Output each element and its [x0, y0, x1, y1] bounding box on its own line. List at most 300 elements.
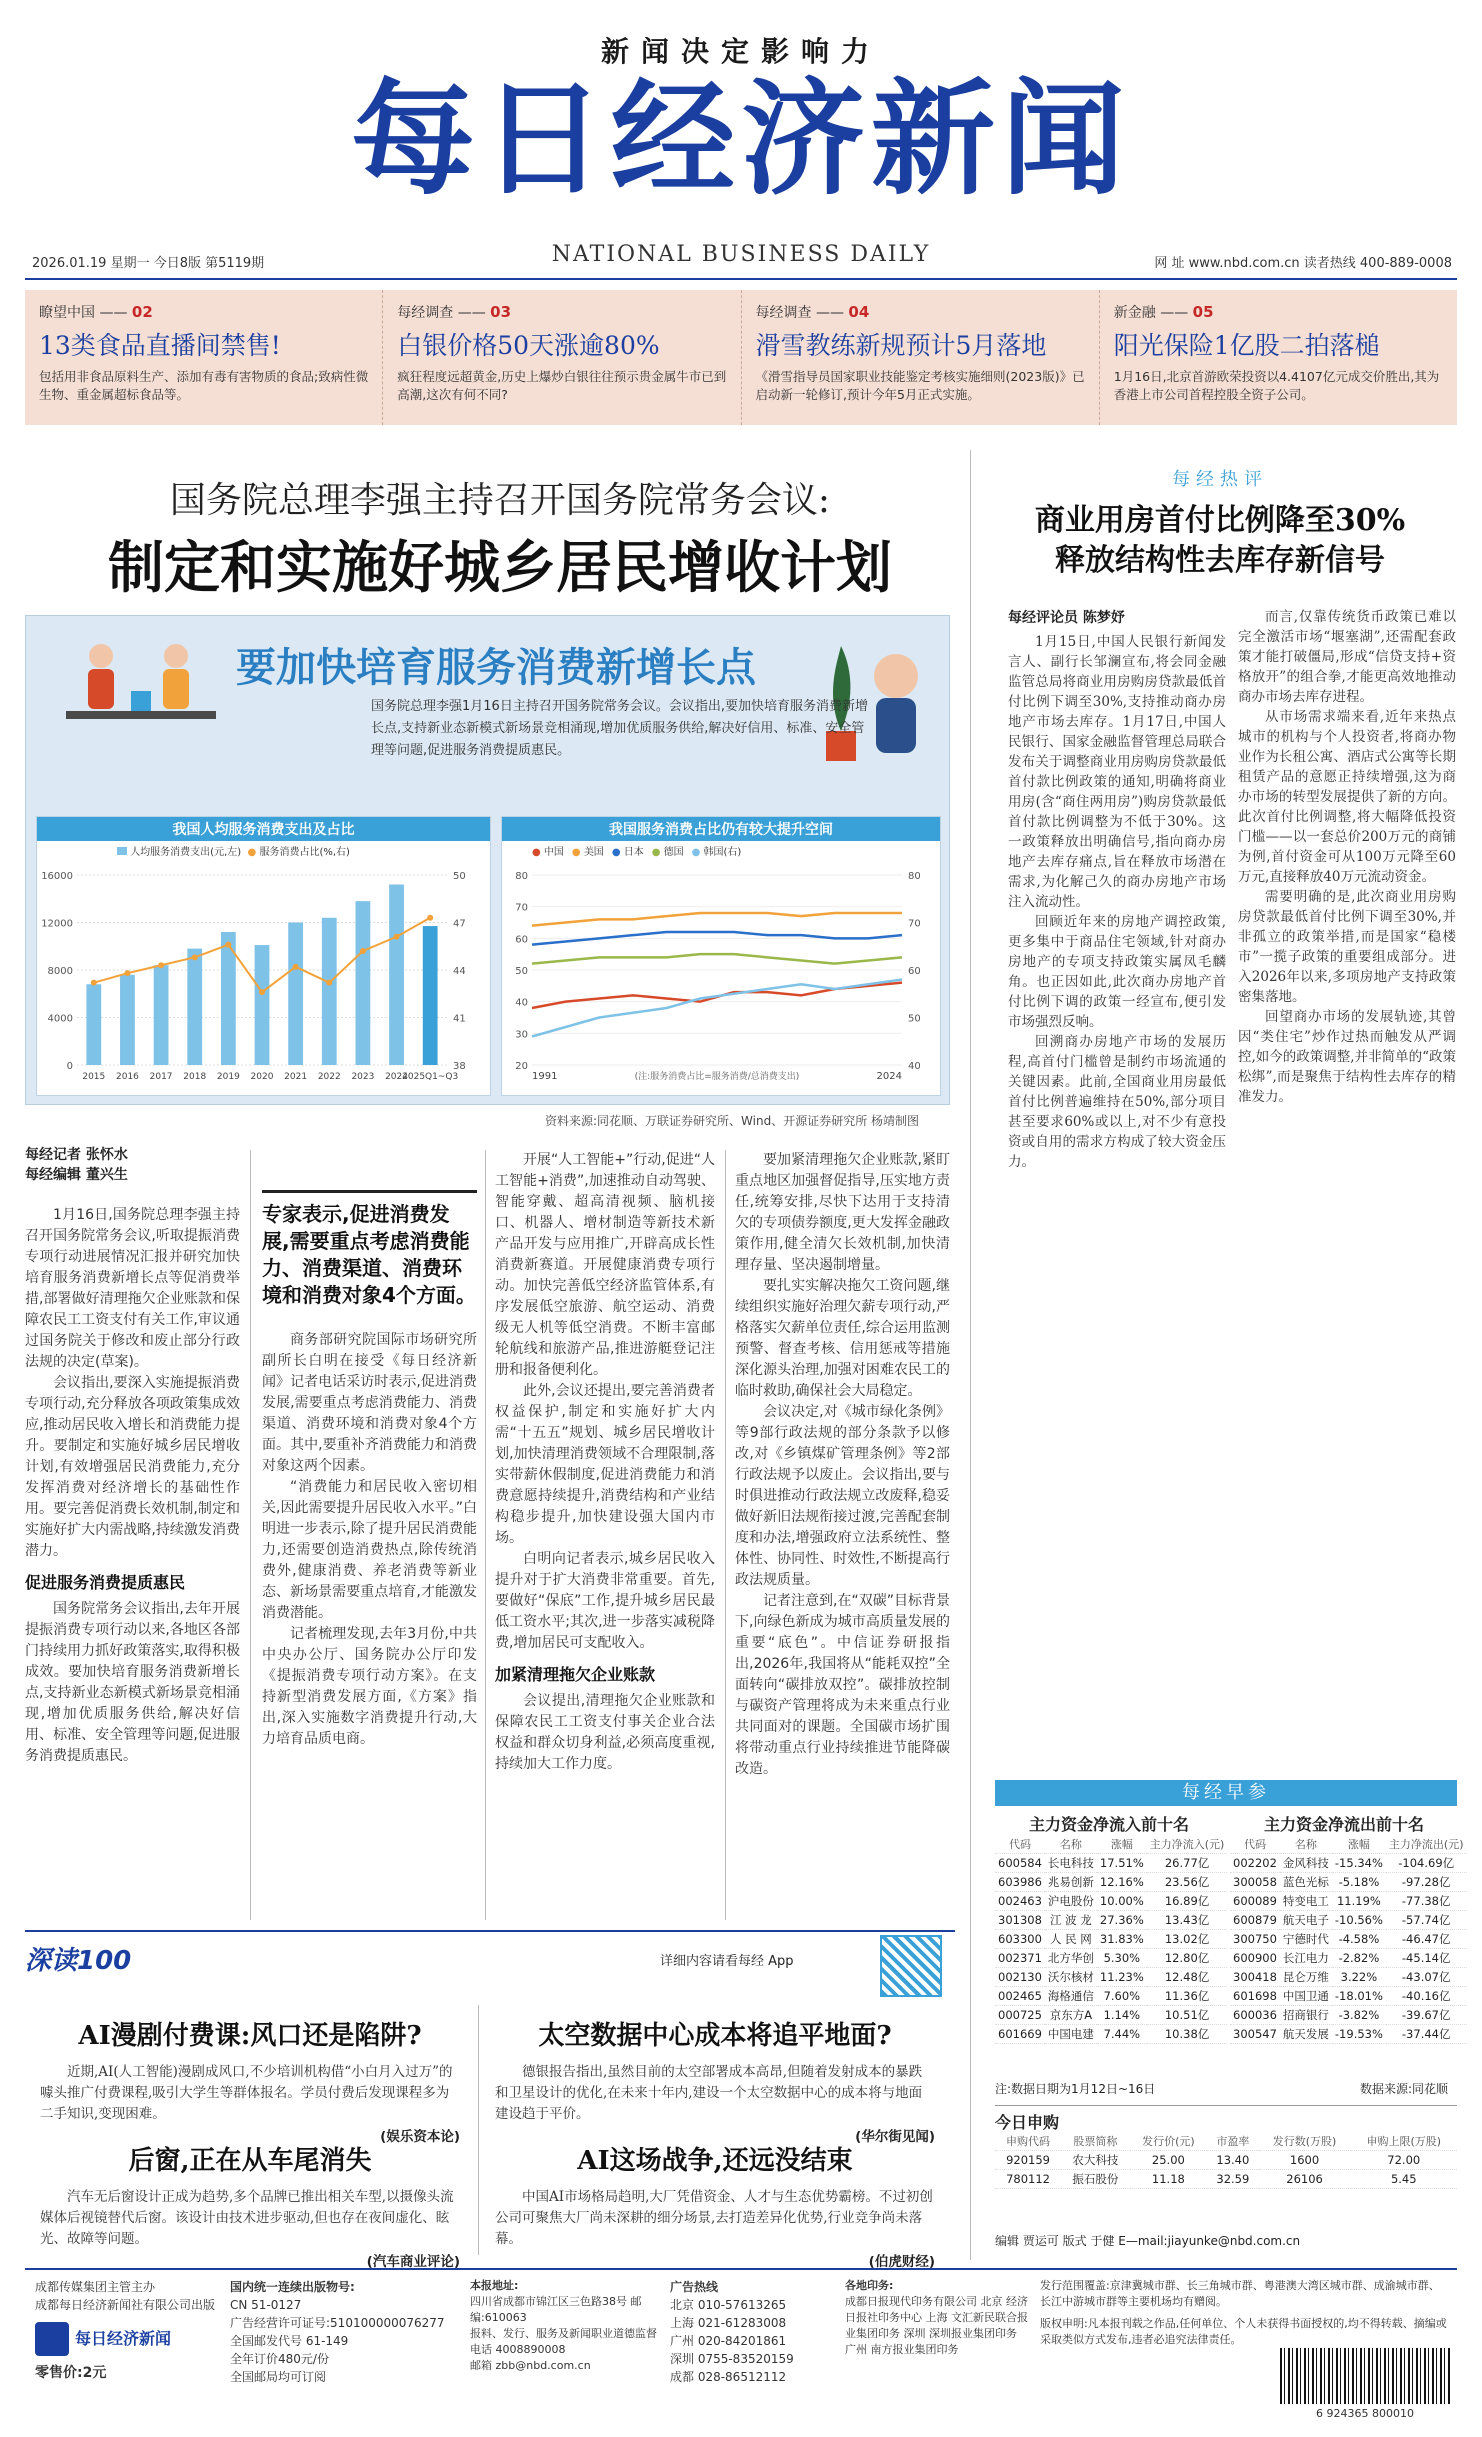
table-cell: -46.47亿	[1386, 1930, 1467, 1949]
table-row[interactable]	[995, 2151, 1457, 2170]
th: 股票简称	[1061, 2132, 1130, 2151]
table-cell: 603300	[995, 1930, 1045, 1949]
deep-article-title[interactable]: AI这场战争,还远没结束	[577, 2146, 853, 2176]
table-cell: 农大科技	[1061, 2151, 1130, 2170]
deep-article[interactable]	[40, 2015, 460, 2145]
y2-tick-label: 50	[908, 1013, 921, 1025]
email: 邮箱 zbb@nbd.com.cn	[470, 2359, 591, 2372]
table-cell: 振石股份	[1061, 2170, 1130, 2189]
y2-tick-label: 38	[453, 1061, 466, 1072]
table-row[interactable]	[1230, 1873, 1467, 1892]
footer-masthead: 每日经济新闻	[75, 2329, 172, 2348]
commentary-column-1	[1008, 632, 1226, 1767]
table-cell: 920159	[995, 2151, 1061, 2170]
table-row[interactable]	[1230, 2006, 1467, 2025]
x-tick-label: 2015	[82, 1072, 106, 1082]
table-row[interactable]	[995, 1949, 1227, 1968]
table-row[interactable]	[1230, 1892, 1467, 1911]
paragraph: 从市场需求端来看,近年来热点城市的机构与个人投资者,将商办物业作为长租公寓、酒店式公寓等长期租赁产品的意愿正持续增强,这为商办市场的转型发展提供了新的方向。此次首付比例调整,将大幅降低投资门槛——以一套总价200万元的商铺为例,首付资金可从100万元降至60万元,直接释放40万元流动资金。	[1238, 709, 1456, 885]
teaser-item[interactable]: 瞭望中国 —— 02 13类食品直播间禁售! 包括用非食品原料生产、添加有毒有害物质的食品;致病性微生物、重金属超标食品等。	[25, 290, 383, 425]
y-tick-label: 70	[515, 902, 528, 914]
table-cell: 7.60%	[1097, 1987, 1147, 2006]
table-row[interactable]	[995, 1911, 1227, 1930]
chart1-svg	[37, 860, 490, 1100]
table-cell: -19.53%	[1332, 2025, 1386, 2044]
table-cell: 300547	[1230, 2025, 1280, 2044]
bar	[389, 885, 404, 1066]
deep-article-title[interactable]: 太空数据中心成本将追平地面?	[538, 2021, 892, 2051]
table-cell: 31.83%	[1097, 1930, 1147, 1949]
bar	[86, 984, 101, 1065]
table-note: 注:数据日期为1月12日~16日	[995, 2082, 1156, 2096]
th: 主力净流出(元)	[1386, 1835, 1467, 1854]
chart-note: (注:服务消费占比=服务消费/总消费支出)	[634, 1072, 800, 1082]
series-line	[532, 980, 902, 1037]
th: 主力净流入(元)	[1147, 1835, 1228, 1854]
y-tick-label: 12000	[41, 918, 73, 930]
th: 涨幅	[1332, 1835, 1386, 1854]
table-cell: 13.43亿	[1147, 1911, 1228, 1930]
table-cell: 002463	[995, 1892, 1045, 1911]
outflow-title: 主力资金净流出前十名	[1263, 1815, 1424, 1834]
editor: 每经编辑 董兴生	[25, 1167, 128, 1183]
infographic-title: 要加快培育服务消费新增长点	[236, 644, 756, 691]
table-cell: 江 波 龙	[1045, 1911, 1097, 1930]
divider	[478, 2005, 479, 2255]
paragraph: 要扎实实解决拖欠工资问题,继续组织实施好治理欠薪专项行动,严格落实欠薪单位责任,综合运用监测预警、督查考核、信用惩戒等措施深化源头治理,加强对困难农民工的临时救助,确保社会大局稳定。	[735, 1278, 950, 1399]
paragraph: “消费能力和居民收入密切相关,因此需要提升居民收入水平。”白明进一步表示,除了提升居民消费能力,还需要创造消费热点,除传统消费外,健康消费、养老消费等新业态、新场景需要重点培育,才能激发消费潜能。	[262, 1479, 477, 1621]
th: 发行数(万股)	[1259, 2132, 1351, 2151]
teaser-category: 每经调查	[397, 305, 454, 321]
morning-briefing-header: 每经早参	[995, 1780, 1457, 1806]
paragraph: 记者注意到,在“双碳”目标背景下,向绿色新成为城市高质量发展的重要“底色”。中信证券研报指出,2026年,我国将从“能耗双控”全面转向“碳排放双控”。碳排放控制与碳资产管理将成为未来重点行业共同面对的课题。全国碳市场扩围将带动重点行业持续推进节能降碳改造。	[735, 1593, 950, 1777]
hotline: 广州 020-84201861	[670, 2334, 787, 2348]
hotline: 北京 010-57613265	[670, 2298, 787, 2312]
hotline: 上海 021-61283008	[670, 2316, 787, 2330]
table-cell: -97.28亿	[1386, 1873, 1467, 1892]
paragraph: 开展“人工智能+”行动,促进“人工智能+消费”,加速推动自动驾驶、智能穿戴、超高清视频、脑机接口、机器人、增材制造等新技术新产品开发与应用推广,开辟高成长性消费新赛道。开展健康消费专项行动。加快完善低空经济监管体系,有序发展低空旅游、航空运动、消费级无人机等低空消费。不断丰富邮轮航线和旅游产品,推进游艇登记注册和报备便利化。	[495, 1152, 715, 1378]
table-cell: -5.18%	[1332, 1873, 1386, 1892]
table-cell: 603986	[995, 1873, 1045, 1892]
legend-dot-icon: ●	[532, 847, 544, 858]
th: 名称	[1280, 1835, 1332, 1854]
table-cell: 京东方A	[1045, 2006, 1097, 2025]
inflow-table	[995, 1812, 1223, 2044]
y2-tick-label: 44	[453, 966, 466, 977]
infographic	[25, 615, 950, 1105]
x-tick-label: 2025Q1~Q3	[402, 1072, 459, 1082]
hotline-label: 广告热线	[670, 2280, 719, 2294]
table-row[interactable]	[995, 2170, 1457, 2189]
data-point	[394, 934, 400, 940]
deep-article[interactable]	[495, 2140, 935, 2270]
commentary-byline: 每经评论员 陈梦妤	[1008, 610, 1125, 626]
table-cell: 宁德时代	[1280, 1930, 1332, 1949]
table-cell: 兆易创新	[1045, 1873, 1097, 1892]
cn-number: CN 51-0127	[230, 2298, 302, 2312]
table-row[interactable]	[995, 1987, 1227, 2006]
table-cell: 长电科技	[1045, 1854, 1097, 1873]
table-row[interactable]	[995, 1930, 1227, 1949]
paragraph: 国务院常务会议指出,去年开展提振消费专项行动以来,各地区各部门持续用力抓好政策落实,取得积极成效。要加快培育服务消费新增长点,支持新业态新模式新场景竞相涌现,增加优质服务供给,解决好信用、标准、安全管理等问题,促进服务消费提质惠民。	[25, 1601, 240, 1764]
table-cell: 1600	[1259, 2151, 1351, 2170]
slogan: 新闻决定影响力	[600, 35, 881, 68]
deep-rule	[25, 1930, 955, 1932]
chart-service-share	[501, 816, 941, 1096]
table-cell: 5.30%	[1097, 1949, 1147, 1968]
legend-dot-icon: ●	[691, 847, 704, 858]
lead-column-3	[495, 1150, 715, 1920]
chart2-svg	[502, 860, 940, 1100]
table-cell: -104.69亿	[1386, 1854, 1467, 1873]
y-tick-label: 30	[515, 1029, 528, 1041]
table-row[interactable]	[995, 1854, 1227, 1873]
y2-tick-label: 40	[908, 1061, 921, 1072]
table-cell: 11.19%	[1332, 1892, 1386, 1911]
table-cell: -45.14亿	[1386, 1949, 1467, 1968]
table-cell: -2.82%	[1332, 1949, 1386, 1968]
commentary-headline-2[interactable]: 释放结构性去库存新信号	[1055, 543, 1385, 578]
th: 代码	[995, 1835, 1045, 1854]
x-tick-label: 2022	[317, 1072, 341, 1082]
table-cell: 002371	[995, 1949, 1045, 1968]
x-tick-label: 2024	[385, 1072, 408, 1082]
table-cell: 11.36亿	[1147, 1987, 1228, 2006]
table-cell: 002130	[995, 1968, 1045, 1987]
y2-tick-label: 47	[453, 918, 466, 930]
table-cell: -57.74亿	[1386, 1911, 1467, 1930]
table-cell: -40.16亿	[1386, 1987, 1467, 2006]
divider	[970, 450, 971, 2260]
x-tick-label: 2018	[183, 1072, 207, 1082]
publisher-2: 成都每日经济新闻社有限公司出版	[35, 2298, 216, 2312]
bar	[423, 926, 438, 1065]
table-cell: -3.82%	[1332, 2006, 1386, 2025]
ipo-table	[995, 2132, 1457, 2189]
publisher: 成都传媒集团主管主办	[35, 2280, 156, 2294]
x-tick-label: 1991	[532, 1071, 558, 1082]
data-point	[192, 954, 198, 960]
x-tick-label: 2023	[351, 1072, 375, 1082]
teaser-page: 03	[490, 303, 512, 321]
people-illustration-icon	[46, 631, 236, 751]
teaser-page: 04	[848, 303, 870, 321]
section-heading: 加紧清理拖欠企业账款	[495, 1665, 656, 1684]
lead-column-2	[262, 1330, 477, 1920]
chart-service-spending: 我国人均服务消费支出及占比 人均服务消费支出(元,左) ● 服务消费占比(%,右) 0 4000 8000 12000 16000 38 41 44 47 50 2015 2016 2017 2018 2019 2020 2021 2022 2023 2024 2025Q1~Q3	[36, 816, 491, 1096]
table-cell: -18.01%	[1332, 1987, 1386, 2006]
divider	[725, 1150, 726, 1920]
table-row[interactable]	[1230, 2025, 1467, 2044]
table-source: 数据来源:同花顺	[1360, 2082, 1449, 2096]
paragraph: 1月15日,中国人民银行新闻发言人、副行长邹澜宣布,将会同金融监管总局将商业用房购房贷款最低首付比例下调至30%,支持推动商办房地产市场去库存。1月17日,中国人民银行、国家金融监督管理总局联合发布关于调整商业用房购房贷款最低首付款比例政策的通知,明确将商业用房(含“商住两用房”)购房贷款最低首付款比例调整为不低于30%。这一政策释放出明确信号,指向商办房地产去库存痛点,旨在释放市场潜在需求,为化解己久的商办房地产市场注入流动性。	[1008, 634, 1226, 910]
data-point	[91, 980, 97, 986]
reporter: 每经记者 张怀水	[25, 1147, 128, 1163]
ipo-title: 今日申购	[995, 2105, 1457, 2133]
y2-tick-label: 50	[453, 871, 466, 882]
outflow-table	[1230, 1812, 1464, 2044]
commentary-column-2	[1238, 607, 1456, 1767]
page-editor: 编辑 贾运可 版式 于健 E—mail:jiayunke@nbd.com.cn	[995, 2234, 1301, 2248]
dept-phone: 报料、发行、服务及新闻职业道德监督电话 4008890008	[470, 2327, 657, 2356]
table-row[interactable]	[995, 1873, 1227, 1892]
table-cell: 10.51亿	[1147, 2006, 1228, 2025]
series-line	[532, 954, 902, 964]
table-cell: -43.07亿	[1386, 1968, 1467, 1987]
table-cell: 沪电股份	[1045, 1892, 1097, 1911]
x-tick-label: 2020	[250, 1072, 274, 1082]
retail-price: 零售价:2元	[35, 2365, 107, 2381]
data-point	[124, 970, 130, 976]
table-cell: -10.56%	[1332, 1911, 1386, 1930]
table-row[interactable]	[1230, 1987, 1467, 2006]
lead-column-1	[25, 1205, 240, 1920]
table-cell: 12.48亿	[1147, 1968, 1228, 1987]
chart2-title: 我国服务消费占比仍有较大提升空间	[502, 817, 940, 841]
masthead[interactable]: 每日经济新闻	[350, 68, 1131, 212]
data-point	[360, 948, 366, 954]
table-cell: 000725	[995, 2006, 1045, 2025]
section-heading: 促进服务消费提质惠民	[25, 1573, 186, 1592]
legend-dot-icon: ●	[651, 847, 664, 858]
deep-article[interactable]	[495, 2015, 935, 2145]
paragraph: 而言,仅靠传统货币政策已难以完全激活市场“堰塞湖”,还需配套政策才能打破僵局,形成“信贷支持+资格放开”的组合拳,才能更高效地推动商办市场去库存进程。	[1238, 609, 1456, 705]
x-tick-label: 2019	[216, 1072, 240, 1082]
table-row[interactable]	[995, 2006, 1227, 2025]
table-row[interactable]	[1230, 1949, 1467, 1968]
teaser-desc: 1月16日,北京首游欧荣投资以4.4107亿元成交价胜出,其为香港上市公司首程控股全资子公司。	[1113, 369, 1440, 402]
th: 申购代码	[995, 2132, 1061, 2151]
deep-article-title[interactable]: 后窗,正在从车尾消失	[128, 2146, 372, 2176]
teaser-category: 每经调查	[755, 305, 812, 321]
y-tick-label: 40	[515, 997, 528, 1009]
ad-license: 广告经营许可证号:510100000076277	[230, 2316, 445, 2330]
legend-item: 日本	[623, 847, 644, 858]
table-cell: 25.00	[1130, 2151, 1207, 2170]
table-cell: 昆仑万维	[1280, 1968, 1332, 1987]
th: 申购上限(万股)	[1351, 2132, 1458, 2151]
y-tick-label: 60	[515, 934, 528, 946]
data-point	[427, 915, 433, 921]
qr-code-icon[interactable]	[880, 1935, 942, 1997]
table-cell: 300750	[1230, 1930, 1280, 1949]
y2-tick-label: 70	[908, 918, 921, 930]
paragraph: 会议指出,要深入实施提振消费专项行动,充分释放各项政策集成效应,推动居民收入增长和消费能力提升。要制定和实施好城乡居民增收计划,有效增强居民消费能力,充分发挥消费对经济增长的基础性作用。要完善促消费长效机制,制定和实施好扩大内需战略,持续激发消费潜力。	[25, 1375, 240, 1559]
table-cell: 10.00%	[1097, 1892, 1147, 1911]
paragraph: 需要明确的是,此次商业用房购房贷款最低首付比例下调至30%,并非孤立的政策举措,而是国家“稳楼市”一揽子政策的重要组成部分。进入2026年以来,多项房地产支持政策密集落地。	[1238, 889, 1456, 1005]
table-row[interactable]	[995, 1892, 1227, 1911]
deep-article[interactable]	[40, 2140, 460, 2270]
legend-item: 德国	[663, 847, 684, 858]
th: 市盈率	[1207, 2132, 1259, 2151]
x-tick-label: 2017	[149, 1072, 173, 1082]
copyright: 版权申明:凡本报刊载之作品,任何单位、个人未获得书面授权的,均不得转载、摘编或采取类似方式发布,违者必追究法律责任。	[1040, 2317, 1447, 2346]
bar	[322, 918, 337, 1065]
y-tick-label: 0	[66, 1061, 73, 1072]
teaser-bar	[25, 290, 1457, 425]
data-point	[158, 962, 164, 968]
y-tick-label: 16000	[41, 871, 73, 882]
lead-subhead: 国务院总理李强主持召开国务院常务会议:	[169, 480, 831, 521]
y-tick-label: 50	[515, 966, 528, 977]
table-cell: 蓝色光标	[1280, 1873, 1332, 1892]
chart2-legend	[502, 841, 940, 860]
deep-article-source: (娱乐资本论)	[380, 2129, 460, 2145]
legend-dot-icon: ●	[571, 847, 584, 858]
y2-tick-label: 80	[908, 871, 921, 882]
table-cell: 11.18	[1130, 2170, 1207, 2189]
barcode-number: 6 924365 800010	[1280, 2406, 1450, 2422]
footer	[25, 2268, 1457, 2418]
paragraph: 会议提出,清理拖欠企业账款和保障农民工工资支付事关企业合法权益和群众切身利益,必须高度重视,持续加大工作力度。	[495, 1693, 715, 1772]
table-cell: 27.36%	[1097, 1911, 1147, 1930]
table-cell: 300418	[1230, 1968, 1280, 1987]
table-cell: 7.44%	[1097, 2025, 1147, 2044]
infographic-text: 国务院总理李强1月16日主持召开国务院常务会议。会议指出,要加快培育服务消费新增长点,支持新业态新模式新场景竞相涌现,增加优质服务供给,解决好信用、标准、安全管理等问题,促进服务消费提质惠民。	[371, 699, 868, 758]
table-row[interactable]	[995, 1968, 1227, 1987]
teaser-title[interactable]: 阳光保险1亿股二拍落槌	[1113, 331, 1380, 360]
y-tick-label: 4000	[47, 1013, 73, 1025]
table-cell: 12.80亿	[1147, 1949, 1228, 1968]
teaser-item[interactable]: 每经调查 —— 03 白银价格50天涨逾80% 疯狂程度远超黄金,历史上爆炒白银往往预示贵金属牛市已到高潮,这次有何不同?	[383, 290, 741, 425]
teaser-title[interactable]: 13类食品直播间禁售!	[39, 331, 281, 360]
deep-article-text: 近期,AI(人工智能)漫剧成风口,不少培训机构借“小白月入过万”的噱头推广付费课程,吸引大学生等群体报名。学员付费后发现课程多为二手知识,变现困难。	[40, 2064, 453, 2122]
th: 涨幅	[1097, 1835, 1147, 1854]
table-row[interactable]	[1230, 1968, 1467, 1987]
table-cell: 5.45	[1351, 2170, 1458, 2189]
teaser-title[interactable]: 滑雪教练新规预计5月落地	[755, 331, 1047, 360]
teaser-item[interactable]: 新金融 —— 05 阳光保险1亿股二拍落槌 1月16日,北京首游欧荣投资以4.4107亿元成交价胜出,其为香港上市公司首程控股全资子公司。	[1100, 290, 1457, 425]
teaser-title[interactable]: 白银价格50天涨逾80%	[397, 331, 660, 360]
hotline: 深圳 0755-83520159	[670, 2352, 794, 2366]
commentary-headline-1[interactable]: 商业用房首付比例降至30%	[1034, 503, 1406, 538]
table-cell: 沃尔核材	[1045, 1968, 1097, 1987]
y-tick-label: 80	[515, 871, 528, 882]
lead-headline[interactable]: 制定和实施好城乡居民增收计划	[108, 535, 892, 601]
table-row[interactable]	[1230, 1854, 1467, 1873]
deep-article-title[interactable]: AI漫剧付费课:风口还是陷阱?	[78, 2021, 422, 2051]
data-point	[293, 964, 299, 970]
table-cell: 600036	[1230, 2006, 1280, 2025]
table-cell: 780112	[995, 2170, 1061, 2189]
table-cell: 601669	[995, 2025, 1045, 2044]
teaser-desc: 疯狂程度远超黄金,历史上爆炒白银往往预示贵金属牛市已到高潮,这次有何不同?	[397, 369, 727, 402]
table-cell: 600584	[995, 1854, 1045, 1873]
table-cell: 航天电子	[1280, 1911, 1332, 1930]
deep-read-hint: 详细内容请看每经 App	[660, 1954, 794, 1969]
print-sites: 成都日报现代印务有限公司 北京 经济日报社印务中心 上海 文汇新民联合报业集团印务 深圳 深圳报业集团印务 广州 南方报业集团印务	[845, 2295, 1028, 2356]
teaser-desc: 包括用非食品原料生产、添加有毒有害物质的食品;致病性微生物、重金属超标食品等。	[39, 369, 369, 402]
data-point	[326, 980, 332, 986]
deep-article-source: (伯虎财经)	[868, 2254, 935, 2270]
distribution: 发行范围覆盖:京津冀城市群、长三角城市群、粤港澳大湾区城市群、成渝城市群、长江中游城市群等主要机场均有赠阅。	[1040, 2279, 1440, 2308]
table-row[interactable]	[1230, 1911, 1467, 1930]
bar	[120, 975, 135, 1065]
address: 四川省成都市锦江区三色路38号 邮编:610063	[470, 2295, 642, 2324]
table-cell: 26.77亿	[1147, 1854, 1228, 1873]
y-tick-label: 8000	[47, 966, 73, 977]
th: 代码	[1230, 1835, 1280, 1854]
y2-tick-label: 41	[453, 1013, 466, 1025]
address-label: 本报地址:	[470, 2279, 519, 2292]
table-cell: -4.58%	[1332, 1930, 1386, 1949]
divider	[250, 1150, 251, 1920]
commentary-title	[985, 465, 1455, 581]
paragraph: 回溯商办房地产市场的发展历程,高首付门槛曾是制约市场流通的关键因素。此前,全国商业用房最低首付比例普遍维持在50%,部分项目甚至要求60%或以上,对不少有意投资或自用的需求方构成了较大资金压力。	[1008, 1034, 1226, 1170]
table-cell: 72.00	[1351, 2151, 1458, 2170]
table-row[interactable]	[1230, 1930, 1467, 1949]
table-cell: 11.23%	[1097, 1968, 1147, 1987]
paragraph: 商务部研究院国际市场研究所副所长白明在接受《每日经济新闻》记者电话采访时表示,促进消费发展,需要重点考虑消费能力、消费渠道、消费环境和消费对象4个方面。其中,要重补齐消费能力和消费对象这两个因素。	[262, 1332, 477, 1474]
deep-article-text: 中国AI市场格局趋明,大厂凭借资金、人才与生态优势霸榜。不过初创公司可聚焦大厂尚未深耕的细分场景,去打造差异化优势,行业竞争尚未落幕。	[495, 2189, 933, 2247]
nbd-logo-icon	[35, 2322, 69, 2356]
teaser-page: 05	[1192, 303, 1214, 321]
paragraph: 白明向记者表示,城乡居民收入提升对于扩大消费非常重要。首先,要做好“保底”工作,提升城乡居民最低工资水平;其次,进一步落实减税降费,增加居民可支配收入。	[495, 1551, 715, 1651]
table-cell: 300058	[1230, 1873, 1280, 1892]
table-cell: 600900	[1230, 1949, 1280, 1968]
dateline: 2026.01.19 星期一 今日8版 第5119期	[32, 256, 265, 271]
lead-column-4	[735, 1150, 950, 1920]
chart1-legend-line: 服务消费占比(%,右)	[259, 847, 350, 858]
y2-tick-label: 60	[908, 966, 921, 977]
x-tick-label: 2024	[876, 1071, 902, 1082]
deep-article-source: (华尔街见闻)	[855, 2129, 935, 2145]
cn-label: 国内统一连续出版物号:	[230, 2280, 355, 2294]
table-cell: 中国电建	[1045, 2025, 1097, 2044]
table-cell: 3.22%	[1332, 1968, 1386, 1987]
table-cell: 16.89亿	[1147, 1892, 1228, 1911]
legend-item: 美国	[583, 847, 604, 858]
commentary-label: 每经热评	[1172, 469, 1268, 490]
english-title: NATIONAL BUSINESS DAILY	[551, 242, 931, 267]
header-rule	[25, 278, 1457, 280]
paragraph: 1月16日,国务院总理李强主持召开国务院常务会议,听取提振消费专项行动进展情况汇报并研究加快培育服务消费新增长点等促消费举措,部署做好清理拖欠企业账款和保障农民工工资支付有关工作,审议通过国务院关于修改和废止部分行政法规的决定(草案)。	[25, 1207, 240, 1370]
th: 发行价(元)	[1130, 2132, 1207, 2151]
table-cell: 23.56亿	[1147, 1873, 1228, 1892]
byline	[25, 1145, 128, 1185]
legend-dot-icon: ●	[611, 847, 624, 858]
table-cell: 002465	[995, 1987, 1045, 2006]
table-cell: 13.02亿	[1147, 1930, 1228, 1949]
bar	[154, 965, 169, 1065]
teaser-item[interactable]: 每经调查 —— 04 滑雪教练新规预计5月落地 《滑雪指导员国家职业技能鉴定考核实施细则(2023版)》已启动新一轮修订,预计今年5月正式实施。	[742, 290, 1100, 425]
table-row[interactable]	[995, 2025, 1227, 2044]
table-cell: 金风科技	[1280, 1854, 1332, 1873]
contact-info: 网 址 www.nbd.com.cn 读者热线 400-889-0008	[1154, 256, 1452, 271]
post-subscribe: 全国邮局均可订阅	[230, 2370, 327, 2384]
table-cell: 13.40	[1207, 2151, 1259, 2170]
teaser-category: 瞭望中国	[39, 305, 95, 321]
deep-article-source: (汽车商业评论)	[366, 2254, 460, 2270]
deep-read-logo: 深读100	[25, 1946, 132, 1976]
paragraph: 会议决定,对《城市绿化条例》等9部行政法规的部分条款予以修改,对《乡镇煤矿管理条例》等2部行政法规予以废止。会议指出,要与时俱进推动行政法规立改废释,稳妥做好新旧法规衔接过渡,完善配套制度和办法,增强政府立法系统性、整体性、协同性、时效性,不断提高行政法规质量。	[735, 1404, 950, 1588]
legend-item: 韩国(右)	[703, 847, 742, 858]
infographic-caption: 资料来源:同花顺、万联证券研究所、Wind、开源证券研究所 杨靖制图	[545, 1114, 920, 1128]
annual-price: 全年订价480元/份	[230, 2352, 329, 2366]
table-cell: 长江电力	[1280, 1949, 1332, 1968]
teaser-desc: 《滑雪指导员国家职业技能鉴定考核实施细则(2023版)》已启动新一轮修订,预计今年5月正式实施。	[755, 369, 1085, 402]
paragraph: 记者梳理发现,去年3月份,中共中央办公厅、国务院办公厅印发《提振消费专项行动方案》。在支持新型消费发展方面,《方案》指出,深入实施数字消费提升行动,大力培育品质电商。	[262, 1626, 477, 1747]
table-cell: -77.38亿	[1386, 1892, 1467, 1911]
paragraph: 要加紧清理拖欠企业账款,紧盯重点地区加强督促指导,压实地方责任,统筹安排,尽快下达用于支持清欠的专项债券额度,更大发挥金融政策作用,健全清欠长效机制,加快清理存量、坚决遏制增量。	[735, 1152, 950, 1273]
table-cell: 10.38亿	[1147, 2025, 1228, 2044]
table-cell: -37.44亿	[1386, 2025, 1467, 2044]
legend-item: 中国	[543, 847, 564, 858]
bar	[187, 949, 202, 1065]
teaser-category: 新金融	[1113, 305, 1156, 321]
table-cell: 301308	[995, 1911, 1045, 1930]
table-cell: 600879	[1230, 1911, 1280, 1930]
